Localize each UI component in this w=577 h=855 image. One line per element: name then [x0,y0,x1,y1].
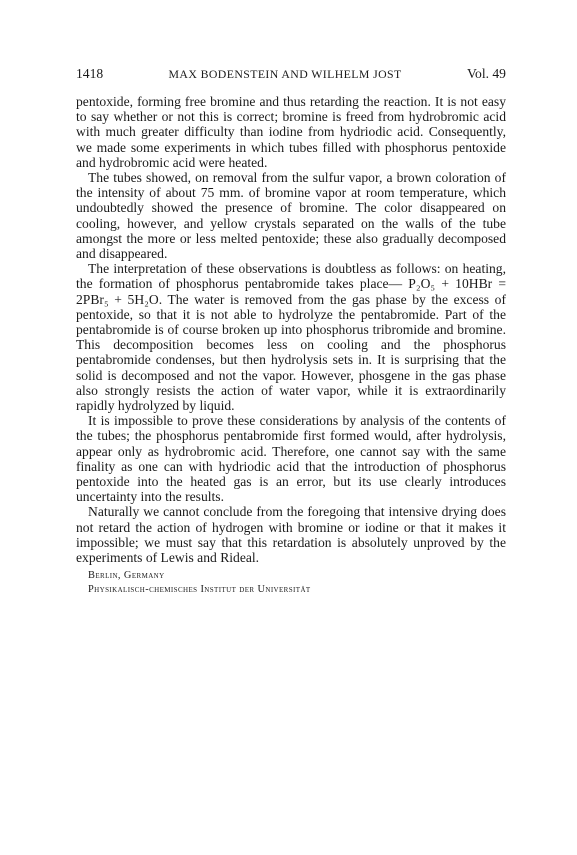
journal-page [76,66,506,597]
article-body [76,94,506,565]
affiliation [76,569,506,597]
paragraph: The interpretation of these observations is doubtless as follows: on heating, the formation of phosphorus pentabromide takes place— P₂O₅ + 10HBr = 2PBr₅ + 5H₂O. The water is removed from the gas phase by the excess of pentoxide, so that it is not able to hydrolyze the pentabromide. Part of the pentabromide is of course broken up into phosphorus tribromide and bromine. This decomposition becomes less on cooling and the phosphorus pentabromide condenses, but then hydrolysis sets in. It is surprising that the solid is decomposed and not the vapor. However, phosgene in the gas phase also strongly resists the action of water vapor, while it is extraordinarily rapidly hydrolyzed by liquid. [76,261,506,414]
paragraph: The tubes showed, on removal from the sulfur vapor, a brown coloration of the intensity of about 75 mm. of bromine vapor at room temperature, which undoubtedly showed the presence of bromine. The color disappeared on cooling, however, and yellow crystals separated on the walls of the tube amongst the more or less melted pentoxide; these also gradually decomposed and disappeared. [76,170,506,262]
paragraph: It is impossible to prove these considerations by analysis of the contents of the tubes; the phosphorus pentabromide first formed would, after hydrolysis, appear only as hydrobromic acid. Therefore, one cannot say with the same finality as one can with hydriodic acid that the introduction of phosphorus pentoxide into the heated gas is an error, but its use clearly introduces uncertainty into the results. [76,413,506,505]
affiliation-location: Berlin, Germany [88,570,165,582]
page-number: 1418 [76,66,104,81]
paragraph: Naturally we cannot conclude from the foregoing that intensive drying does not retard the action of hydrogen with bromine or iodine or that it makes it impossible; we must say that this retardation is absolutely unproved by the experiments of Lewis and Rideal. [76,504,506,566]
affiliation-institute: Physikalisch-chemisches Institut der Universität [88,584,311,596]
running-header [76,66,506,82]
volume-label: Vol. 49 [466,66,506,81]
paragraph: pentoxide, forming free bromine and thus retarding the reaction. It is not easy to say whether or not this is correct; bromine is freed from hydrobromic acid with much greater difficulty than iodine from hydriodic acid. Consequently, we made some experiments in which tubes filled with phosphorus pentoxide and hydrobromic acid were heated. [76,94,506,170]
running-title: MAX BODENSTEIN AND WILHELM JOST [168,67,402,81]
